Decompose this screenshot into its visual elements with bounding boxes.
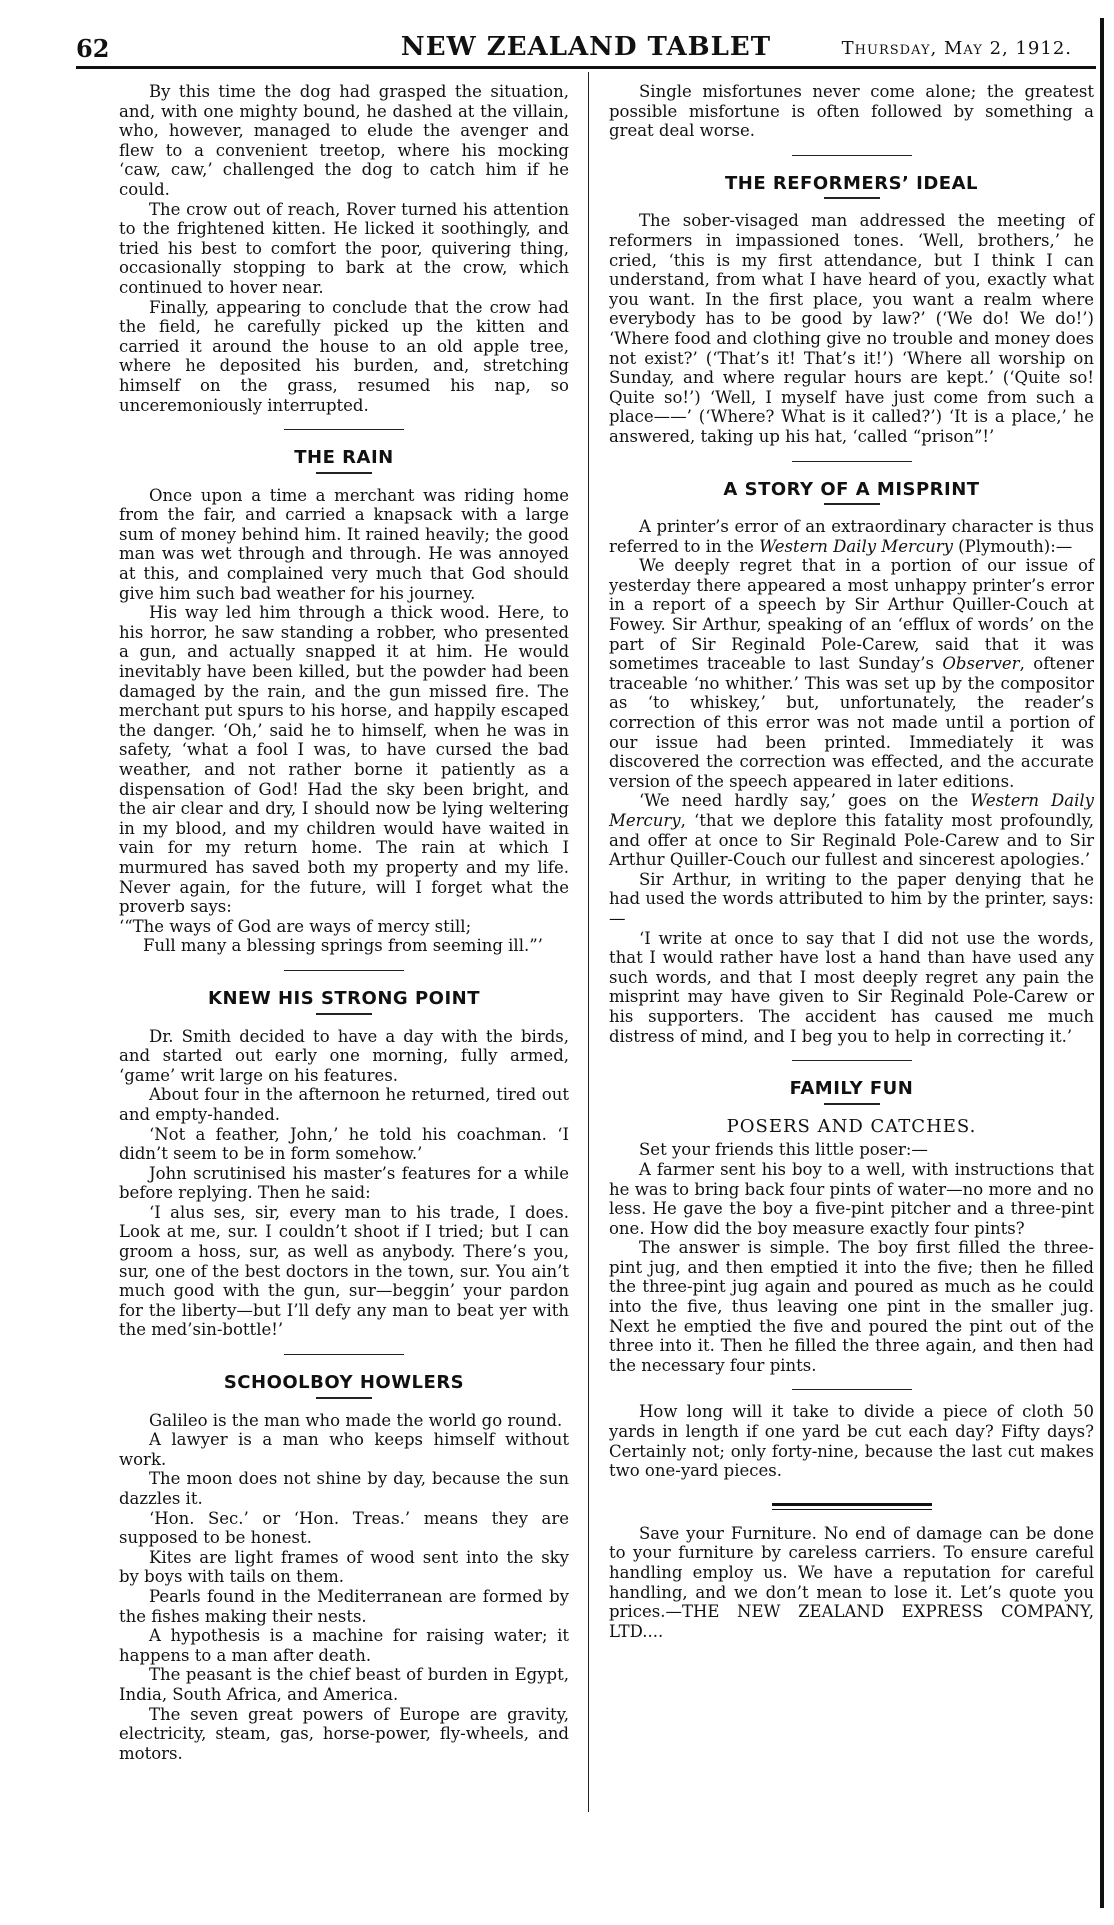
section-rule	[792, 155, 912, 156]
paragraph: ‘I write at once to say that I did not use the words, that I would rather have lost a hand than have used any such words, and that I most deeply regret any pain the misprint may have given to Sir Reginald Pole-Carew or his supporters. The accident has caused me much distress of mind, and I beg you to help in correcting it.’	[609, 928, 1094, 1046]
text-run: ‘We need hardly say,’ goes on the	[639, 791, 971, 811]
advert-text: Save your Furniture. No end of damage can be done to your furniture by careless carriers. To ensure careful handling employ us. We have a reputation for careful handling, and we don’t mean to lose it. Let’s quote you prices.—THE NEW ZEALAND EXPRESS COMPANY, LTD....	[609, 1523, 1094, 1641]
newspaper-name: Observer	[942, 654, 1020, 674]
text-run: , oftener traceable ‘no whither.’ This was set up by the compositor as ‘to whiskey,’ but, unfortunately, the reader’s correction of this error was not made until a portion of our issue had been printed. Immediately it was discovered the correction was effected, and the accurate version of the speech appeared in later editions.	[609, 654, 1094, 791]
verse-line: Full many a blessing springs from seeming ill.”’	[143, 936, 543, 956]
article-heading: KNEW HIS STRONG POINT	[208, 987, 480, 1009]
page-header	[76, 26, 1096, 69]
heading-rule	[316, 1397, 372, 1399]
paragraph: The seven great powers of Europe are gravity, electricity, steam, gas, horse-power, fly-wheels, and motors.	[119, 1704, 569, 1763]
page-number: 62	[76, 34, 110, 63]
section-rule	[284, 1354, 404, 1355]
paragraph: How long will it take to divide a piece of cloth 50 yards in length if one yard be cut each day? Fifty days? Certainly not; only forty-nine, because the last cut makes two one-yard pieces.	[609, 1402, 1094, 1481]
section-rule	[792, 1060, 912, 1061]
paragraph: The peasant is the chief beast of burden in Egypt, India, South Africa, and America.	[119, 1665, 569, 1704]
heading-rule	[316, 472, 372, 474]
issue-date: Thursday, May 2, 1912.	[841, 38, 1072, 59]
paragraph: About four in the afternoon he returned, tired out and empty-handed.	[119, 1085, 569, 1124]
paragraph: By this time the dog had grasped the situation, and, with one mighty bound, he dashed at the villain, who, however, managed to elude the avenger and flew to a convenient treetop, where his mocking ‘caw, caw,’ challenged the dog to catch him if he could.	[119, 82, 569, 199]
paragraph: Set your friends this little poser:—	[639, 1140, 928, 1160]
article-subheading: POSERS AND CATCHES.	[726, 1115, 977, 1137]
paragraph: Kites are light frames of wood sent into the sky by boys with tails on them.	[119, 1547, 569, 1587]
text-run: We deeply regret that in a portion of our issue of yesterday there appeared a most unhappy printer’s error in a report of a speech by Sir Arthur Quiller-Couch at Fowey. Sir Arthur, speaking of an ‘efflux of words’ on the part of Sir Reginald Pole-Carew, said that it was sometimes traceable to last Sunday’s	[609, 556, 1094, 674]
heading-rule	[316, 1013, 372, 1015]
paragraph: Single misfortunes never come alone; the greatest possible misfortune is often followed by something a great deal worse.	[609, 82, 1094, 141]
paragraph: John scrutinised his master’s features for a while before replying. Then he said:	[119, 1163, 569, 1203]
paragraph: ‘I alus ses, sir, every man to his trade, I does. Look at me, sur. I couldn’t shoot if I tried; but I can groom a hoss, sur, as well as anybody. There’s you, sur, one of the best doctors in the town, sur. You ain’t much good with the gun, sur—beggin’ your pardon for the liberty—but I’ll defy any man to beat yer with the med’sin-bottle!’	[119, 1202, 569, 1340]
text-run: , ‘that we deplore this fatality most profoundly, and offer at once to Sir Reginald Pole-Carew and to Sir Arthur Quiller-Couch our fullest and sincerest apologies.’	[609, 811, 1094, 870]
article-heading: FAMILY FUN	[789, 1078, 914, 1100]
section-rule	[284, 970, 404, 971]
column-divider	[588, 72, 589, 1812]
paragraph: The sober-visaged man addressed the meeting of reformers in impassioned tones. ‘Well, brothers,’ he cried, ‘this is my first attendance, but I think I can understand, from what I have heard of you, exactly what you want. In the first place, you want a realm where everybody has to be good by law?’ (‘We do! We do!’) ‘Where food and clothing give no trouble and money does not exist?’ (‘That’s it! That’s it!’) ‘Where all worship on Sunday, and where regular hours are kept.’ (‘Quite so! Quite so!’) ‘Well, I myself have just come from such a place——’ (‘Where? What is it called?’) ‘It is a place,’ he answered, taking up his hat, ‘called “prison”!’	[609, 211, 1094, 446]
advertisement	[609, 1524, 1094, 1642]
paragraph: Galileo is the man who made the world go round.	[149, 1410, 563, 1430]
paragraph: A hypothesis is a machine for raising water; it happens to a man after death.	[119, 1626, 569, 1665]
section-rule	[792, 1389, 912, 1390]
left-column	[119, 82, 569, 1763]
article-misprint	[609, 480, 1094, 1047]
article-the-rain	[119, 448, 569, 956]
paragraph: Finally, appearing to conclude that the crow had the field, he carefully picked up the kitten and carried it around the house to an old apple tree, where he deposited his burden, and, stretching himself on the grass, resumed his nap, so unceremoniously interrupted.	[119, 297, 569, 415]
article-strong-point	[119, 989, 569, 1340]
dog-story-continued	[119, 82, 569, 415]
newspaper-name: Western Daily Mercury	[609, 791, 1094, 830]
paragraph	[609, 556, 1094, 791]
paragraph	[609, 517, 1094, 556]
publication-title: NEW ZEALAND TABLET	[400, 32, 772, 62]
paragraph: A farmer sent his boy to a well, with instructions that he was to bring back four pints of water—no more and no less. He gave the boy a five-pint pitcher and a three-pint one. How did the boy measure exactly four pints?	[609, 1159, 1094, 1238]
paragraph: The moon does not shine by day, because the sun dazzles it.	[119, 1469, 569, 1508]
article-reformers-ideal	[609, 174, 1094, 447]
paragraph: ‘Hon. Sec.’ or ‘Hon. Treas.’ means they are supposed to be honest.	[119, 1508, 569, 1548]
page-edge	[1100, 18, 1104, 1908]
heading-rule	[824, 197, 880, 199]
article-heading: THE REFORMERS’ IDEAL	[725, 172, 978, 194]
paragraph: The answer is simple. The boy first filled the three-pint jug, and then emptied it into the five; then he filled the three-pint jug again and poured as much as he could into the five, thus leaving one pint in the smaller jug. Next he emptied the five and poured the pint out of the three into it. Then he filled the three again, and then had the necessary four pints.	[609, 1238, 1094, 1375]
text-run: (Plymouth):—	[952, 536, 1073, 556]
section-rule	[284, 429, 404, 430]
paragraph: Dr. Smith decided to have a day with the birds, and started out early one morning, fully armed, ‘game’ writ large on his features.	[119, 1026, 569, 1085]
article-family-fun	[609, 1079, 1094, 1481]
paragraph: The crow out of reach, Rover turned his attention to the frightened kitten. He licked it soothingly, and tried his best to comfort the poor, quivering thing, occasionally stopping to bark at the crow, which continued to hover near.	[119, 199, 569, 297]
newspaper-name: Western Daily Mercury	[759, 536, 953, 556]
paragraph: ‘Not a feather, John,’ he told his coachman. ‘I didn’t seem to be in form somehow.’	[119, 1124, 569, 1164]
article-heading: SCHOOLBOY HOWLERS	[223, 1372, 465, 1394]
article-heading: THE RAIN	[294, 447, 394, 469]
double-rule	[772, 1503, 932, 1510]
right-column	[609, 82, 1094, 1641]
paragraph: His way led him through a thick wood. Here, to his horror, he saw standing a robber, who presented a gun, and actually snapped it at him. He would inevitably have been killed, but the powder had been damaged by the rain, and the gun missed fire. The merchant put spurs to his horse, and happily escaped the danger. ‘Oh,’ said he to himself, when he was in safety, ‘what a fool I was, to have cursed the bad weather, and not rather borne it patiently as a dispensation of God! Had the sky been bright, and the air clear and dry, I should now be lying weltering in my blood, and my children would have waited in vain for my return home. The rain at which I murmured has saved both my property and my life. Never again, for the future, will I forget what the proverb says:	[119, 603, 569, 917]
text-run: A printer’s error of an extraordinary character is thus referred to in the	[609, 517, 1094, 556]
article-heading: A STORY OF A MISPRINT	[723, 478, 980, 500]
verse-line: ‘“The ways of God are ways of mercy still;	[119, 916, 472, 936]
heading-rule	[824, 1103, 880, 1105]
paragraph	[609, 791, 1094, 869]
paragraph: Sir Arthur, in writing to the paper denying that he had used the words attributed to him by the printer, says:—	[609, 869, 1094, 928]
paragraph: Pearls found in the Mediterranean are formed by the fishes making their nests.	[119, 1586, 569, 1626]
section-rule	[792, 461, 912, 462]
paragraph: A lawyer is a man who keeps himself without work.	[119, 1430, 569, 1469]
article-howlers	[119, 1373, 569, 1763]
heading-rule	[824, 503, 880, 505]
paragraph: Once upon a time a merchant was riding home from the fair, and carried a knapsack with a large sum of money behind him. It rained heavily; the good man was wet through and through. He was annoyed at this, and complained very much that God should give him such bad weather for his journey.	[119, 485, 569, 603]
